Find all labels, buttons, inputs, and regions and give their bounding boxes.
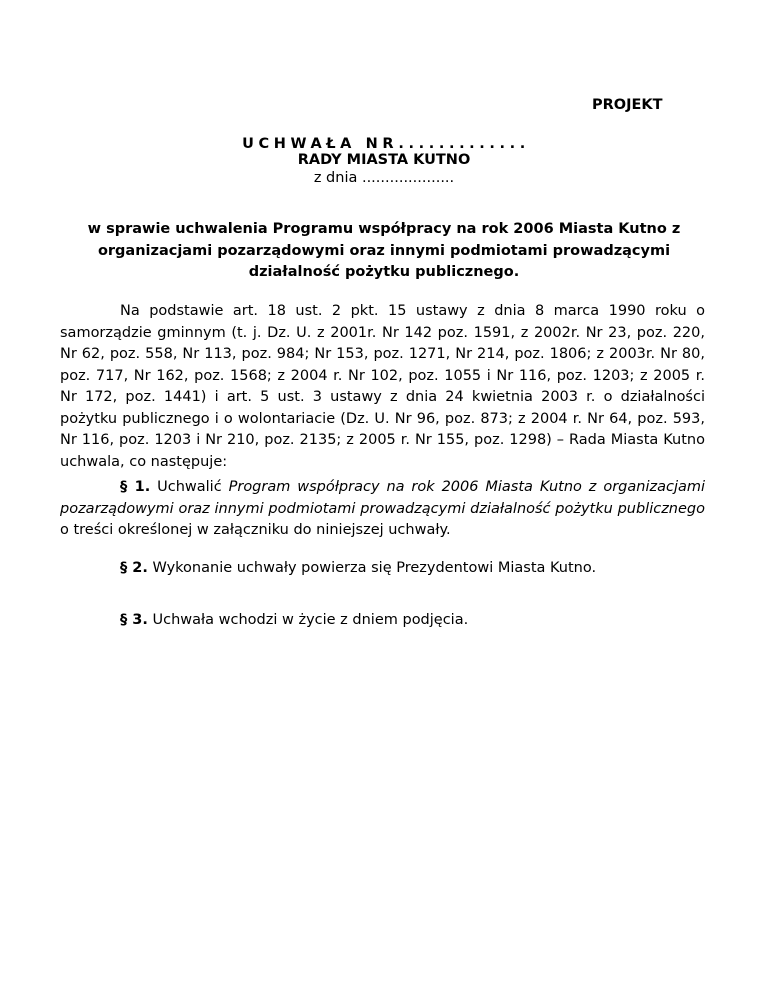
section-1: [60, 477, 705, 542]
resolution-title: UCHWAŁA NR.............: [242, 136, 530, 152]
resolution-date: z dnia ....................: [313, 170, 455, 186]
section-2: [120, 558, 596, 580]
section-3-number: § 3.: [120, 612, 148, 628]
section-1-number: § 1.: [120, 479, 151, 495]
resolution-subject: w sprawie uchwalenia Programu współpracy na rok 2006 Miasta Kutno z organizacjami pozarządowymi oraz innymi podmiotami prowadzącymi działalność pożytku publicznego.: [87, 221, 681, 280]
section-3: [120, 610, 468, 632]
council-name: RADY MIASTA KUTNO: [297, 152, 471, 168]
legal-basis-paragraph: [60, 301, 705, 473]
section-2-number: § 2.: [120, 560, 148, 576]
section-1-tail: o treści określonej w załączniku do niniejszej uchwały.: [60, 522, 451, 538]
section-1-lead: Uchwalić: [157, 479, 222, 495]
section-1-program-name: Program współpracy na rok 2006 Miasta Kutno z organizacjami pozarządowymi oraz innymi podmiotami prowadzącymi działalność pożytku publicznego: [60, 479, 706, 517]
draft-stamp: PROJEKT: [592, 97, 663, 113]
section-3-text: Uchwała wchodzi w życie z dniem podjęcia.: [152, 612, 469, 628]
legal-basis-text: Na podstawie art. 18 ust. 2 pkt. 15 ustawy z dnia 8 marca 1990 roku o samorządzie gminnym (t. j. Dz. U. z 2001r. Nr 142 poz. 1591, z 2002r. Nr 23, poz. 220, Nr 62, poz. 558, Nr 113, poz. 984; Nr 153, poz. 1271, Nr 214, poz. 1806; z 2003r. Nr 80, poz. 717, Nr 162, poz. 1568; z 2004 r. Nr 102, poz. 1055 i Nr 116, poz. 1203; z 2005 r. Nr 172, poz. 1441) i art. 5 ust. 3 ustawy z dnia 24 kwietnia 2003 r. o działalności pożytku publicznego i o wolontariacie (Dz. U. Nr 96, poz. 873; z 2004 r. Nr 64, poz. 593, Nr 116, poz. 1203 i Nr 210, poz. 2135; z 2005 r. Nr 155, poz. 1298) – Rada Miasta Kutno uchwala, co następuje:: [60, 303, 705, 470]
section-2-text: Wykonanie uchwały powierza się Prezydentowi Miasta Kutno.: [152, 560, 597, 576]
